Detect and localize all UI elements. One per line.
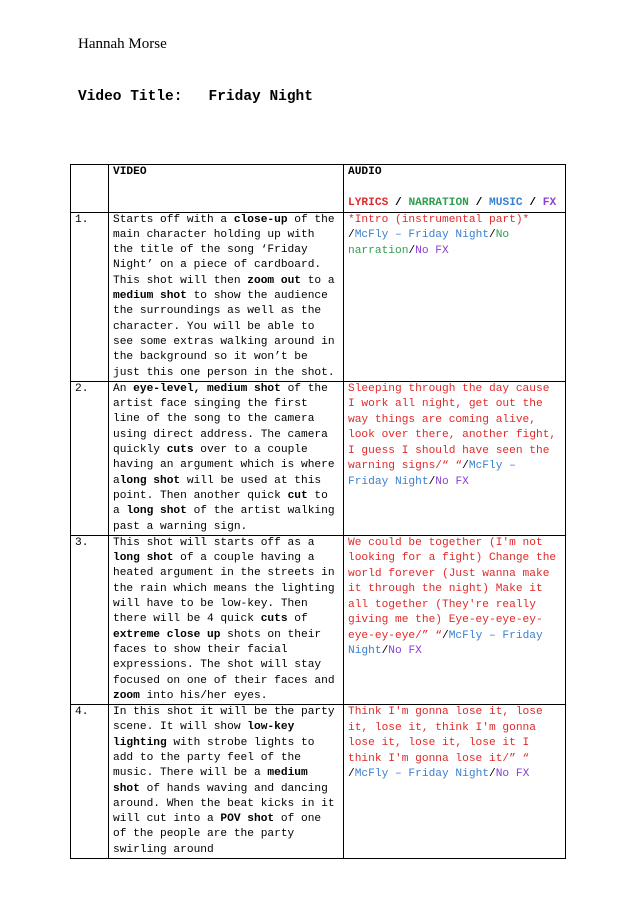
- fx-text: No FX: [415, 244, 449, 257]
- header-num-cell: [71, 165, 109, 213]
- music-text: McFly – Friday Night: [354, 229, 489, 242]
- video-text: Starts off with a: [113, 213, 234, 226]
- camera-term: medium shot: [113, 767, 308, 795]
- fx-text: No FX: [435, 475, 469, 488]
- camera-term: long shot: [113, 552, 174, 565]
- camera-term: POV shot: [220, 813, 275, 826]
- camera-term: long shot: [119, 474, 181, 487]
- video-text: to a: [113, 489, 328, 518]
- video-text: of: [287, 613, 308, 626]
- table-row: [71, 705, 566, 859]
- video-description: [109, 535, 344, 704]
- video-text: of the artist walking past a warning sign.: [113, 505, 335, 533]
- video-text: into his/her eyes.: [139, 689, 268, 702]
- header-audio-cell: [344, 165, 566, 213]
- shot-number: 3.: [71, 535, 109, 704]
- camera-term: long shot: [126, 505, 187, 518]
- video-header: VIDEO: [113, 166, 147, 178]
- camera-term: cuts: [260, 613, 288, 626]
- separator-text: /: [348, 768, 355, 781]
- legend-separator: /: [468, 197, 490, 210]
- table-row: [71, 212, 566, 381]
- lyrics-text: *Intro (instrumental part)*: [348, 213, 530, 226]
- camera-term: zoom out: [247, 274, 301, 287]
- camera-term: medium shot: [113, 290, 187, 303]
- camera-term: close-up: [233, 213, 288, 226]
- camera-term: low-key lighting: [113, 721, 295, 749]
- video-text: to a: [301, 274, 335, 287]
- camera-term: zoom: [113, 689, 140, 702]
- legend-separator: /: [388, 197, 409, 210]
- video-text: of the artist face singing the first line of the song to the camera using direct address. The camera quickly: [113, 382, 328, 457]
- separator-text: /: [489, 229, 496, 242]
- legend-separator: /: [522, 197, 543, 210]
- audio-legend: [348, 196, 561, 211]
- video-text: of hands waving and dancing around. When the beat kicks in it will cut into a: [113, 782, 335, 826]
- camera-term: cut: [287, 489, 308, 502]
- lyrics-text: Sleeping through the day cause I work all night, get out the way things are coming alive, look over there, another fight, I guess I should have seen the warning signs/“ “: [348, 382, 557, 473]
- camera-term: eye-level, medium shot: [133, 382, 281, 395]
- header-row: [71, 165, 566, 213]
- video-description: [109, 705, 344, 859]
- fx-text: No FX: [495, 768, 530, 781]
- music-text: McFly – Friday Night: [354, 768, 489, 781]
- video-text: This shot will starts off as a: [113, 536, 315, 549]
- video-title-value: Friday Night: [208, 89, 313, 105]
- video-text: of the main character holding up with the title of the song ‘Friday Night’ on a piece of cardboard. This shot will then: [113, 213, 335, 287]
- separator-text: /: [348, 229, 355, 242]
- shot-number: 1.: [71, 212, 109, 381]
- fx-text: No FX: [388, 645, 422, 658]
- lyrics-text: We could be together (I'm not looking for a fight) Change the world forever (Just wanna make it through the night) Make it all together (They're really giving me the) Eye-ey-eye-ey-eye-ey-eye/” “: [348, 536, 557, 642]
- camera-term: extreme close up: [113, 628, 221, 641]
- narration-text: No narration: [348, 229, 510, 257]
- shot-number: 4.: [71, 705, 109, 859]
- lyrics-text: Think I'm gonna lose it, lose it, lose it, think I'm gonna lose it, lose it, lose it I think I'm gonna lose it/” “: [348, 706, 543, 765]
- video-text: to show the audience the surroundings as well as the character. You will be able to see some extras walking around in the background so it won’t be just this one person in the shot.: [113, 290, 335, 379]
- video-text: will be used at this point. Then another quick: [113, 474, 322, 502]
- camera-term: cuts: [166, 444, 194, 457]
- audio-description: [344, 535, 566, 704]
- shot-number: 2.: [71, 381, 109, 535]
- separator-text: /: [428, 475, 436, 488]
- legend-lyrics: LYRICS: [348, 197, 389, 210]
- legend-music: MUSIC: [489, 197, 523, 210]
- table-row: [71, 381, 566, 535]
- author-name: Hannah Morse: [78, 36, 167, 52]
- music-text: McFly – Friday Night: [348, 460, 516, 488]
- video-text: over to a couple having an argument which is where a: [113, 444, 335, 487]
- separator-text: /: [408, 244, 416, 257]
- video-title-label: Video Title:: [78, 89, 183, 105]
- audio-description: [344, 705, 566, 859]
- separator-text: /: [381, 645, 389, 658]
- video-text: with strobe lights to add to the party feel of the music. There will be a: [113, 736, 315, 780]
- video-title: [78, 89, 313, 105]
- video-text: An: [113, 382, 134, 395]
- separator-text: /: [489, 768, 496, 781]
- audio-description: [344, 212, 566, 381]
- audio-description: [344, 381, 566, 535]
- video-description: [109, 212, 344, 381]
- script-table: [70, 164, 566, 859]
- table-row: [71, 535, 566, 704]
- separator-text: /: [462, 460, 469, 473]
- video-text: In this shot it will be the party scene. It will show: [113, 706, 335, 734]
- header-video-cell: [109, 165, 344, 213]
- legend-fx: FX: [542, 197, 557, 210]
- music-text: McFly – Friday Night: [348, 629, 543, 658]
- video-text: of a couple having a heated argument in the streets in the rain which means the lighting will have to be low-key. Then there will be 4 quick: [113, 552, 335, 626]
- video-text: shots on their faces to show their facial expressions. The shot will stay focused on one of their faces and: [113, 628, 335, 687]
- separator-text: /: [442, 629, 449, 642]
- audio-header: AUDIO: [348, 166, 382, 178]
- video-description: [109, 381, 344, 535]
- video-text: of one of the people are the party swirling around: [113, 813, 322, 856]
- legend-narration: NARRATION: [408, 197, 469, 210]
